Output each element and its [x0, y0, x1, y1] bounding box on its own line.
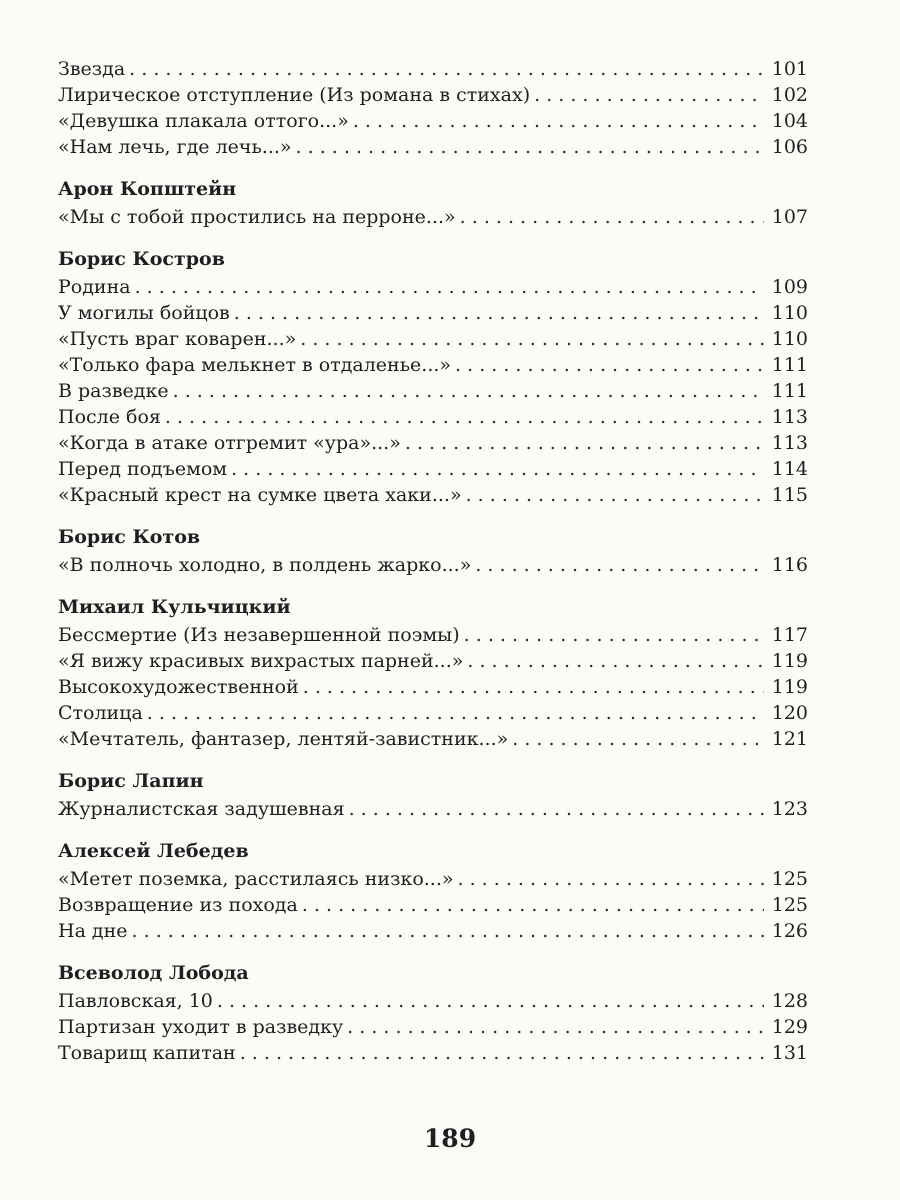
- toc-entry: [58, 352, 808, 378]
- entry-title: Звезда: [58, 58, 126, 80]
- dot-leader: [475, 552, 764, 578]
- toc-entry: [58, 404, 808, 430]
- page-number: 189: [423, 1124, 477, 1153]
- dot-leader: [300, 326, 764, 352]
- dot-leader: [455, 352, 764, 378]
- author-heading: Михаил Кульчицкий: [58, 596, 291, 618]
- entry-title: Партизан уходит в разведку: [58, 1016, 344, 1038]
- dot-leader: [234, 300, 764, 326]
- entry-title: «Мы с тобой простились на перроне...»: [58, 206, 456, 228]
- toc-section: [58, 594, 808, 752]
- toc-section: [58, 838, 808, 944]
- dot-leader: [132, 918, 764, 944]
- entry-page-number: 125: [771, 894, 808, 916]
- dot-leader: [173, 378, 764, 404]
- entry-title: «Девушка плакала оттого...»: [58, 110, 349, 132]
- entry-page-number: 117: [771, 624, 808, 646]
- toc-entry: [58, 204, 808, 230]
- dot-leader: [460, 204, 764, 230]
- toc-entry: [58, 108, 808, 134]
- dot-leader: [353, 108, 764, 134]
- dot-leader: [405, 430, 764, 456]
- entry-page-number: 121: [771, 728, 808, 750]
- entry-title: Высокохудожественной: [58, 676, 299, 698]
- dot-leader: [347, 1014, 764, 1040]
- toc-entry: [58, 796, 808, 822]
- toc-entry: [58, 378, 808, 404]
- entry-page-number: 115: [771, 484, 808, 506]
- dot-leader: [466, 482, 764, 508]
- entry-page-number: 126: [771, 920, 808, 942]
- toc-entry: [58, 300, 808, 326]
- entry-page-number: 119: [771, 676, 808, 698]
- entry-page-number: 107: [771, 206, 808, 228]
- entry-page-number: 119: [771, 650, 808, 672]
- toc-entry: [58, 82, 808, 108]
- toc-entry: [58, 326, 808, 352]
- entry-title: Товарищ капитан: [58, 1042, 236, 1064]
- entry-page-number: 125: [771, 868, 808, 890]
- toc-entry: [58, 648, 808, 674]
- dot-leader: [147, 700, 764, 726]
- toc-section: [58, 524, 808, 578]
- author-heading: Всеволод Лобода: [58, 962, 249, 984]
- entry-page-number: 111: [771, 380, 808, 402]
- toc-entry: [58, 866, 808, 892]
- entry-page-number: 101: [771, 58, 808, 80]
- dot-leader: [217, 988, 764, 1014]
- entry-page-number: 123: [771, 798, 808, 820]
- dot-leader: [135, 274, 764, 300]
- author-heading: Алексей Лебедев: [58, 840, 249, 862]
- toc-entry: [58, 988, 808, 1014]
- dot-leader: [349, 796, 764, 822]
- toc-section: [58, 246, 808, 508]
- dot-leader: [467, 648, 764, 674]
- toc-section: [58, 768, 808, 822]
- dot-leader: [165, 404, 764, 430]
- toc-entry: [58, 56, 808, 82]
- toc-entry: [58, 1014, 808, 1040]
- entry-title: Бессмертие (Из незавершенной поэмы): [58, 624, 460, 646]
- dot-leader: [240, 1040, 764, 1066]
- entry-title: В разведке: [58, 380, 169, 402]
- toc-entry: [58, 674, 808, 700]
- toc-entry: [58, 918, 808, 944]
- toc-section: [58, 176, 808, 230]
- entry-page-number: 114: [771, 458, 808, 480]
- entry-title: После боя: [58, 406, 161, 428]
- author-heading: Арон Копштейн: [58, 178, 237, 200]
- entry-title: Лирическое отступление (Из романа в стихах): [58, 84, 531, 106]
- dot-leader: [303, 674, 764, 700]
- entry-title: «Красный крест на сумке цвета хаки...»: [58, 484, 462, 506]
- entry-page-number: 110: [771, 328, 808, 350]
- toc-entry: [58, 892, 808, 918]
- entry-page-number: 131: [771, 1042, 808, 1064]
- toc-entry: [58, 622, 808, 648]
- dot-leader: [129, 56, 764, 82]
- toc-entry: [58, 1040, 808, 1066]
- entry-page-number: 111: [771, 354, 808, 376]
- entry-page-number: 113: [771, 432, 808, 454]
- toc-entry: [58, 134, 808, 160]
- entry-page-number: 110: [771, 302, 808, 324]
- entry-title: «Метет поземка, расстилаясь низко...»: [58, 868, 454, 890]
- entry-page-number: 104: [771, 110, 808, 132]
- dot-leader: [464, 622, 764, 648]
- toc-section: [58, 56, 808, 160]
- entry-page-number: 106: [771, 136, 808, 158]
- entry-title: «Пусть враг коварен...»: [58, 328, 297, 350]
- entry-title: «В полночь холодно, в полдень жарко...»: [58, 554, 472, 576]
- toc-entry: [58, 456, 808, 482]
- entry-page-number: 129: [771, 1016, 808, 1038]
- entry-title: «Я вижу красивых вихрастых парней...»: [58, 650, 464, 672]
- author-heading: Борис Лапин: [58, 770, 204, 792]
- toc-section: [58, 960, 808, 1066]
- dot-leader: [296, 134, 764, 160]
- entry-title: «Мечтатель, фантазер, лентяй-завистник...»: [58, 728, 509, 750]
- entry-title: «Нам лечь, где лечь...»: [58, 136, 292, 158]
- author-heading: Борис Котов: [58, 526, 201, 548]
- entry-page-number: 120: [771, 702, 808, 724]
- toc-entry: [58, 274, 808, 300]
- toc-entry: [58, 552, 808, 578]
- entry-title: У могилы бойцов: [58, 302, 230, 324]
- dot-leader: [512, 726, 764, 752]
- toc-entry: [58, 726, 808, 752]
- entry-page-number: 113: [771, 406, 808, 428]
- entry-title: Журналистская задушевная: [58, 798, 345, 820]
- entry-title: «Когда в атаке отгремит «ура»...»: [58, 432, 401, 454]
- entry-title: «Только фара мелькнет в отдаленье...»: [58, 354, 452, 376]
- entry-title: Возвращение из похода: [58, 894, 298, 916]
- table-of-contents: [58, 56, 808, 1082]
- entry-title: Столица: [58, 702, 143, 724]
- dot-leader: [534, 82, 764, 108]
- dot-leader: [302, 892, 764, 918]
- entry-title: Родина: [58, 276, 131, 298]
- author-heading: Борис Костров: [58, 248, 225, 270]
- entry-page-number: 109: [771, 276, 808, 298]
- entry-title: Павловская, 10: [58, 990, 213, 1012]
- entry-page-number: 102: [771, 84, 808, 106]
- entry-title: Перед подъемом: [58, 458, 228, 480]
- toc-entry: [58, 700, 808, 726]
- toc-entry: [58, 482, 808, 508]
- toc-entry: [58, 430, 808, 456]
- dot-leader: [458, 866, 764, 892]
- entry-page-number: 128: [771, 990, 808, 1012]
- entry-page-number: 116: [771, 554, 808, 576]
- entry-title: На дне: [58, 920, 128, 942]
- dot-leader: [231, 456, 764, 482]
